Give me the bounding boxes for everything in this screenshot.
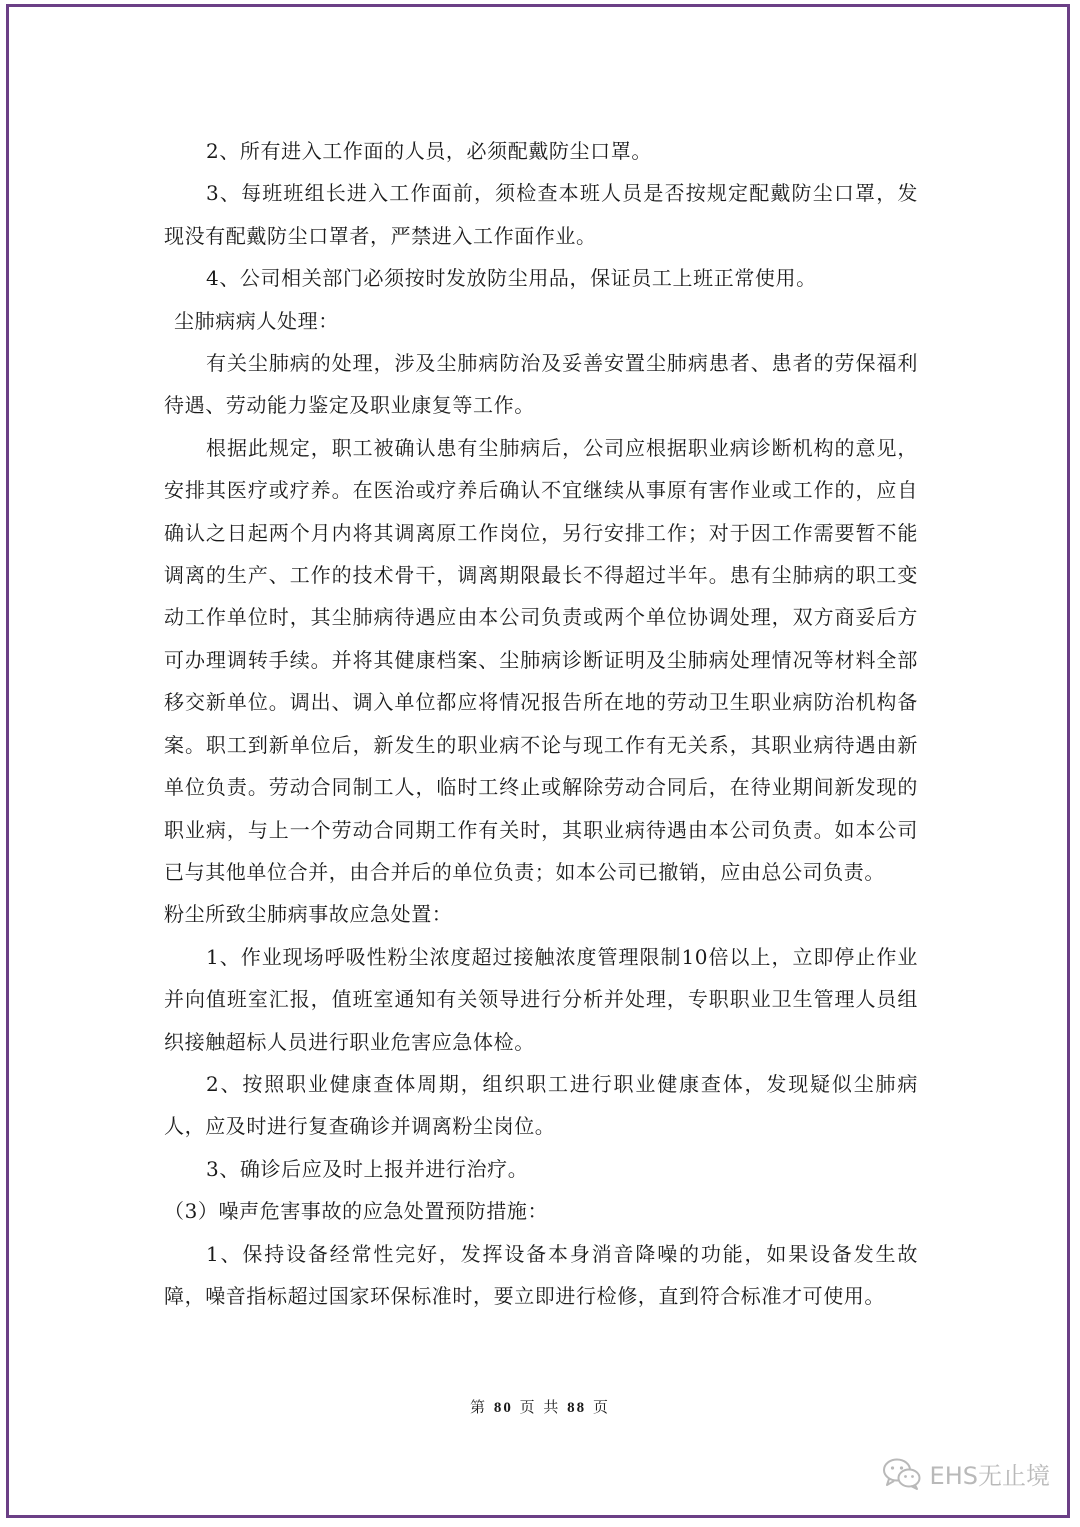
footer-middle: 页 共 xyxy=(519,1398,561,1416)
paragraph-10: 3、确诊后应及时上报并进行治疗。 xyxy=(206,1156,529,1181)
section-heading-emergency: 粉尘所致尘肺病事故应急处置： xyxy=(164,902,453,927)
paragraph-1: 2、所有进入工作面的人员，必须配戴防尘口罩。 xyxy=(206,139,652,163)
page-footer xyxy=(0,1396,1080,1417)
paragraph-12: 1、保持设备经常性完好，发挥设备本身消音降噪的功能，如果设备发生故障，噪音指标超过国家环保标准时，要立即进行检修，直到符合标准才可使用。 xyxy=(164,1241,918,1308)
section-heading-noise: （3）噪声危害事故的应急处置预防措施： xyxy=(164,1199,549,1224)
paragraph-6: 根据此规定，职工被确认患有尘肺病后，公司应根据职业病诊断机构的意见，安排其医疗或疗养。在医治或疗养后确认不宜继续从事原有害作业或工作的，应自确认之日起两个月内将其调离原工作岗位，另行安排工作；对于因工作需要暂不能调离的生产、工作的技术骨干，调离期限最长不得超过半年。患有尘肺病的职工变动工作单位时，其尘肺病待遇应由本公司负责或两个单位协调处理，双方商妥后方可办理调转手续。并将其健康档案、尘肺病诊断证明及尘肺病处理情况等材料全部移交新单位。调出、调入单位都应将情况报告所在地的劳动卫生职业病防治机构备案。职工到新单位后，新发生的职业病不论与现工作有无关系，其职业病待遇由新单位负责。劳动合同制工人，临时工终止或解除劳动合同后，在待业期间新发现的职业病，与上一个劳动合同期工作有关时，其职业病待遇由本公司负责。如本公司已与其他单位合并，由合并后的单位负责；如本公司已撤销，应由总公司负责。 xyxy=(164,435,918,884)
paragraph-3: 4、公司相关部门必须按时发放防尘用品，保证员工上班正常使用。 xyxy=(206,266,817,291)
footer-prefix: 第 xyxy=(470,1398,488,1416)
document-body xyxy=(164,130,918,1317)
footer-suffix: 页 xyxy=(592,1398,610,1416)
total-page-number: 88 xyxy=(567,1400,587,1416)
paragraph-2: 3、每班班组长进入工作面前，须检查本班人员是否按规定配戴防尘口罩，发现没有配戴防尘口罩者，严禁进入工作面作业。 xyxy=(164,181,918,248)
current-page-number: 80 xyxy=(493,1400,513,1416)
wechat-icon xyxy=(882,1457,922,1491)
watermark-text: EHS无止境 xyxy=(929,1462,1050,1490)
paragraph-5: 有关尘肺病的处理，涉及尘肺病防治及妥善安置尘肺病患者、患者的劳保福利待遇、劳动能力鉴定及职业康复等工作。 xyxy=(164,351,918,418)
watermark xyxy=(882,1456,1050,1491)
paragraph-8: 1、作业现场呼吸性粉尘浓度超过接触浓度管理限制10倍以上，立即停止作业并向值班室汇报，值班室通知有关领导进行分析并处理，专职职业卫生管理人员组织接触超标人员进行职业危害应急体检。 xyxy=(164,944,918,1054)
paragraph-9: 2、按照职业健康查体周期，组织职工进行职业健康查体，发现疑似尘肺病人，应及时进行复查确诊并调离粉尘岗位。 xyxy=(164,1071,918,1139)
section-heading-pneumoconiosis: 尘肺病病人处理： xyxy=(174,308,339,333)
